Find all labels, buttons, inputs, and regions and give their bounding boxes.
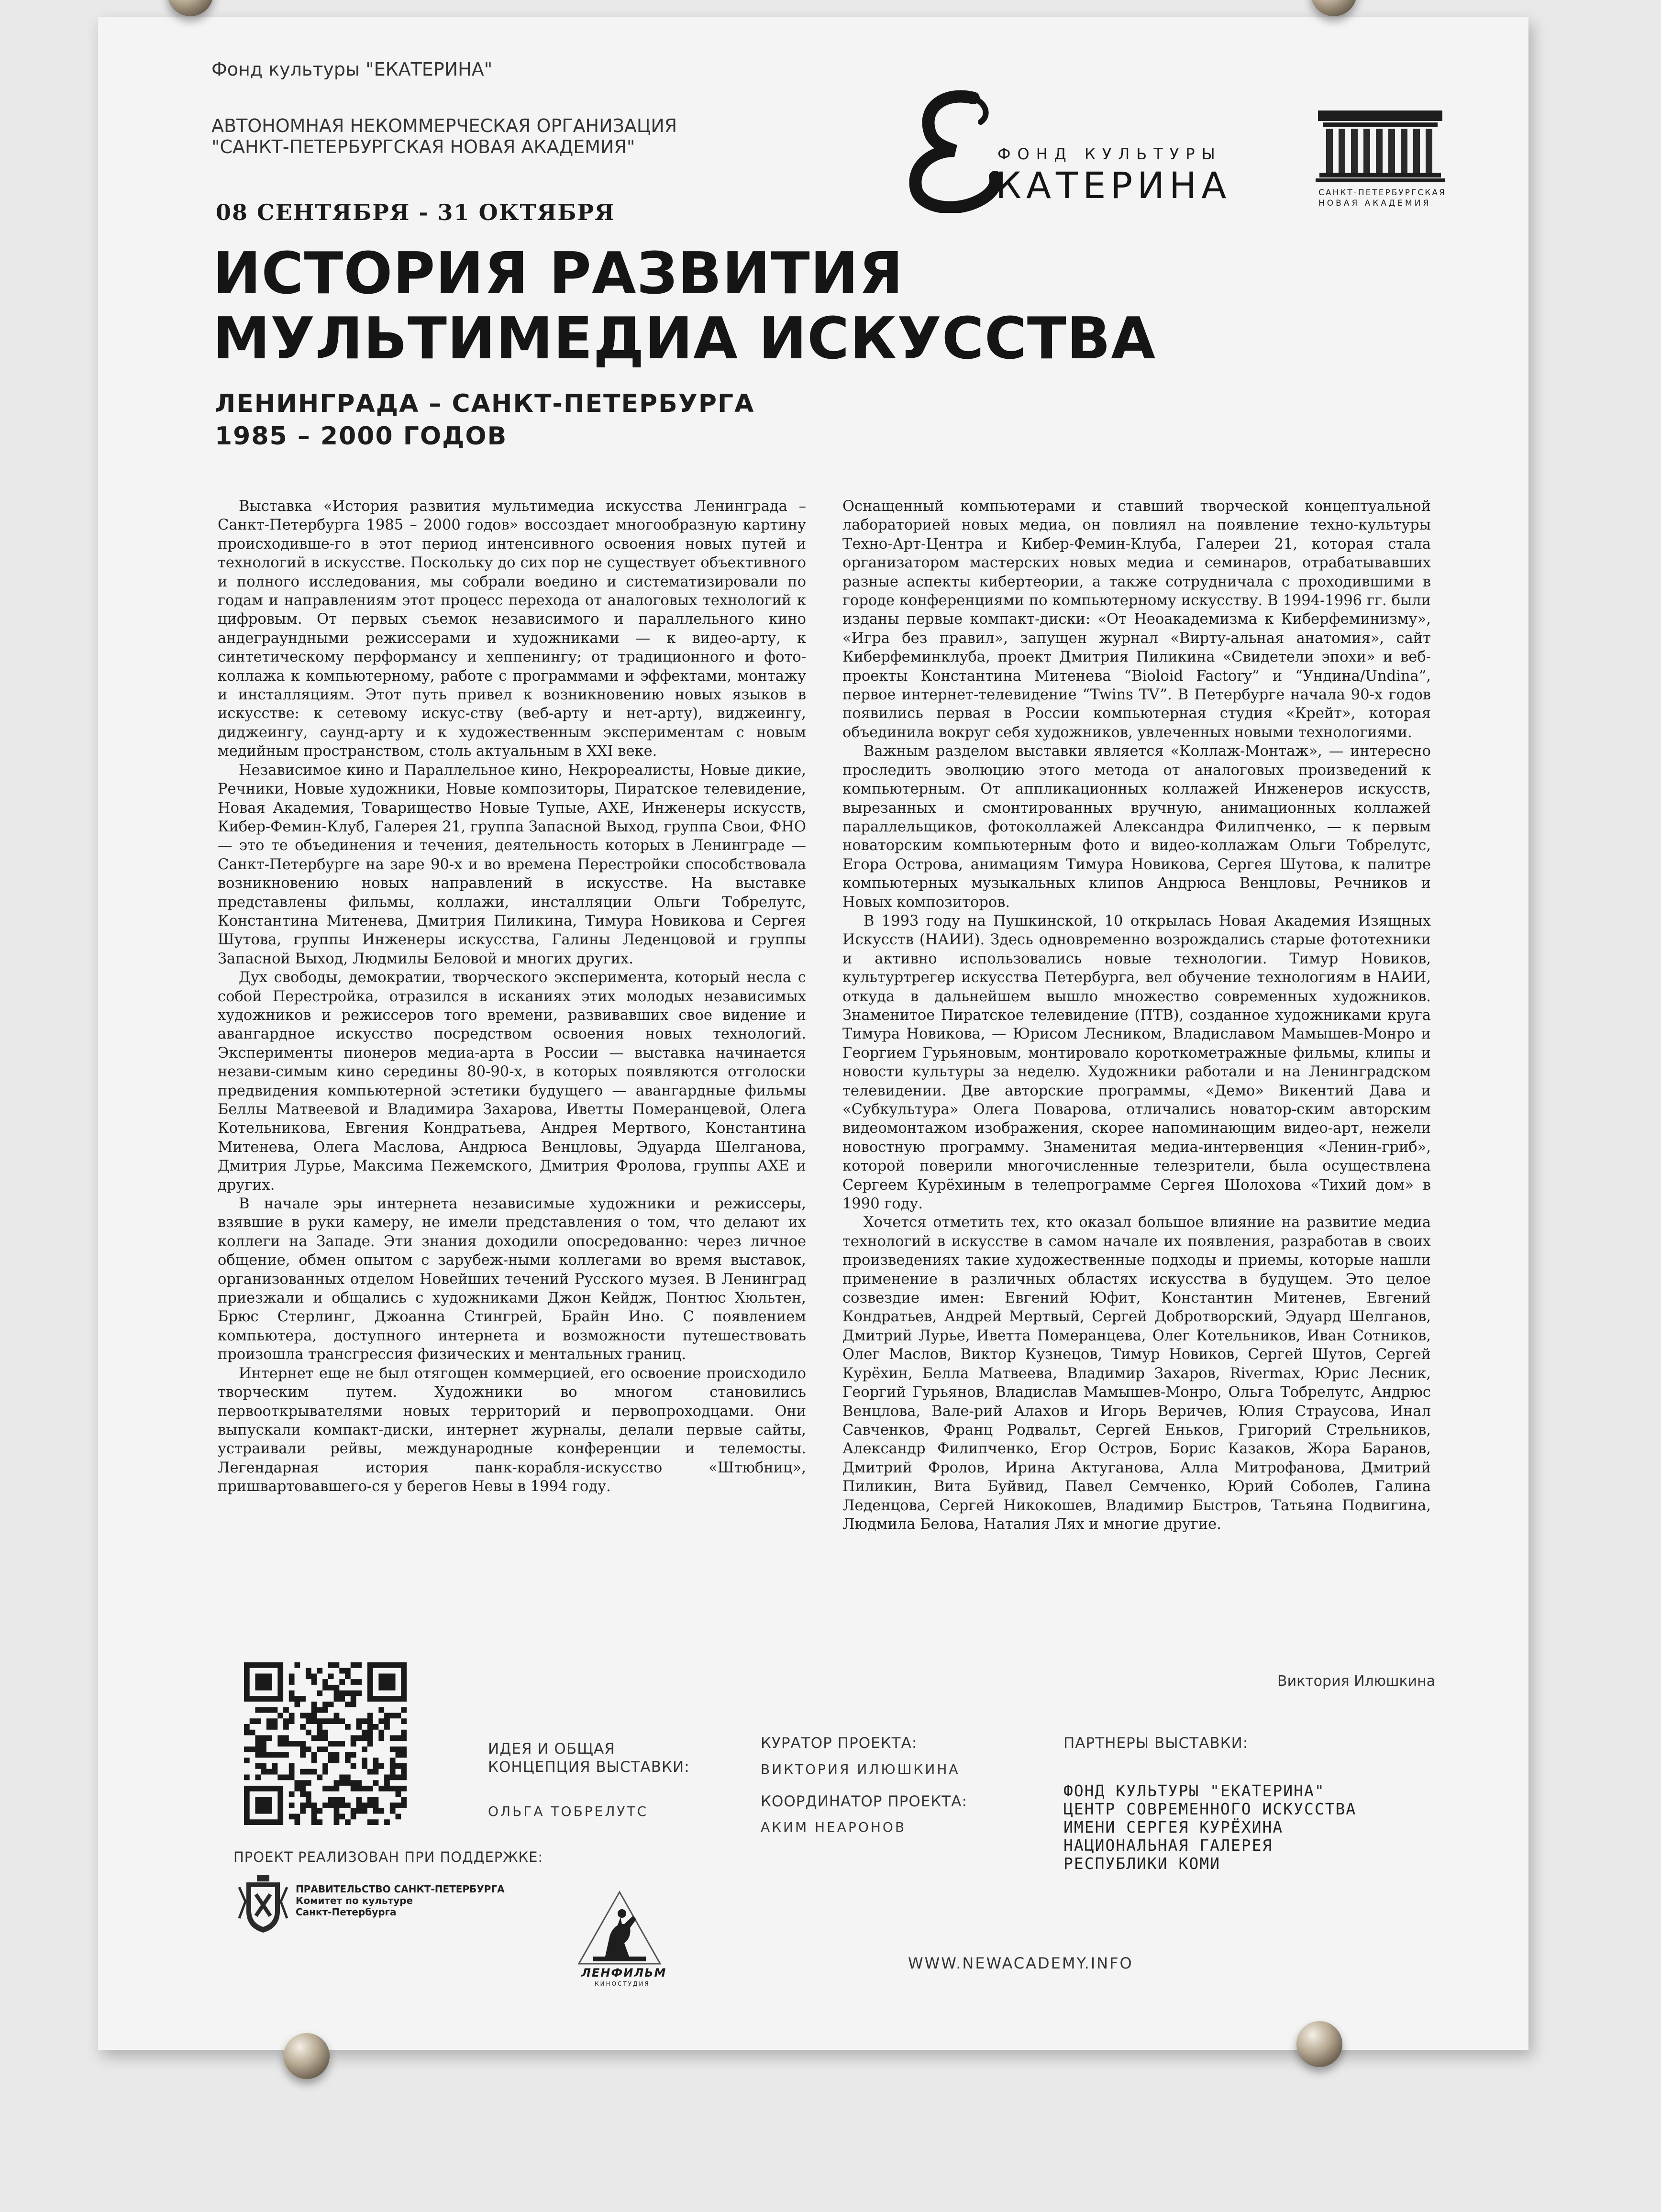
partners-list [1063, 1782, 1356, 1873]
partner-item: РЕСПУБЛИКИ КОМИ [1063, 1854, 1221, 1873]
title-line-2: МУЛЬТИМЕДИА ИСКУССТВА [213, 306, 1156, 372]
top-right-pin [1311, 0, 1357, 16]
top-left-pin [167, 0, 213, 16]
body-column-left [218, 497, 806, 1496]
body-paragraph: Интернет еще не был отягощен коммерцией, его освоение происходило творческим путем. Художники во многом становились первооткрывателями новых территорий и первопроходцами. Они выпускали компакт-диски, интернет журналы, делали первые сайты, устраивали рейвы, международные конференции и телемосты. Легендарная история панк-корабля-искусство «Штюбниц», пришвартовавшего-ся у берегов Невы в 1994 году. [218, 1365, 806, 1495]
org-line-1: АВТОНОМНАЯ НЕКОММЕРЧЕСКАЯ ОРГАНИЗАЦИЯ [211, 115, 677, 136]
body-paragraph: Выставка «История развития мультимедиа искусства Ленинграда – Санкт-Петербурга 1985 – 2000 годов» воссоздает многообразную картину происходивше-го в этот период интенсивного освоения новых путей и технологий в искусстве. Поскольку до сих пор не существует объективного и полного исследования, мы собрали воедино и систематизировали по годам и направлениям этот процесс перехода от аналоговых технологий к цифровым. От первых съемок независимого и параллельного кино андеграундными режиссерами и художниками — к видео-арту, к синтетическому перформансу и хеппенингу; от традиционного и фото-коллажа к компьютерному, работе с программами и эффектами, монтажу и инсталляциям. Этот путь привел к возникновению новых языков в искусстве: к сетевому искус-ству (веб-арту и нет-арту), виджеингу, диджеингу, саунд-арту и к художественным экспериментам с новым медийным пространством, столь актуальным в XXI веке. [218, 498, 806, 760]
website-link[interactable]: WWW.NEWACADEMY.INFO [908, 1954, 1133, 1972]
bottom-right-pin [1296, 2021, 1342, 2067]
partner-item: ФОНД КУЛЬТУРЫ "ЕКАТЕРИНА" [1063, 1781, 1325, 1800]
logo-fund-big: КАТЕРИНА [996, 164, 1231, 207]
coordinator-label: КООРДИНАТОР ПРОЕКТА: [761, 1793, 967, 1810]
body-paragraph: Хочется отметить тех, кто оказал большое влияние на развитие медиа технологий в искусстве в самом начале их появления, разработав в своих произведениях такие художественные подходы и приемы, которые нашли применение в различных областях искусства в будущем. Это целое созвездие имен: Евгений Юфит, Константин Митенев, Евгений Кондратьев, Андрей Мертвый, Сергей Добротворский, Эдуард Шелганов, Дмитрий Лурье, Иветта Померанцева, Олег Котельников, Иван Сотников, Олег Маслов, Виктор Кузнецов, Тимур Новиков, Сергей Шутов, Сергей Курёхин, Белла Матвеева, Владимир Захаров, Rivermax, Юрис Лесник, Георгий Гурьянов, Владислав Мамышев-Монро, Ольга Тобрелутс, Андрюс Венцлова, Вале-рий Алахов и Игорь Веричев, Юлия Страусова, Инал Савченков, Франц Родвальт, Сергей Еньков, Григорий Стрельников, Александр Филипченко, Егор Остров, Борис Казаков, Жора Баранов, Дмитрий Фролов, Ирина Актуганова, Алла Митрофанова, Дмитрий Пиликин, Вита Буйвид, Павел Семченко, Юрий Соболев, Галина Леденцова, Сергей Никокошев, Владимир Быстров, Татьяна Подвигина, Людмила Белова, Наталия Лях и многие другие. [842, 1214, 1431, 1533]
org-line-2: "САНКТ-ПЕТЕРБУРГСКАЯ НОВАЯ АКАДЕМИЯ" [211, 136, 635, 157]
exhibition-title [213, 242, 1156, 372]
coordinator-name: АКИМ НЕАРОНОВ [761, 1819, 907, 1835]
body-paragraph: В 1993 году на Пушкинской, 10 открылась Новая Академия Изящных Искусств (НАИИ). Здесь одновременно возрождались старые фототехники и активно использовались новые технологии. Тимур Новиков, культуртрегер искусства Петербурга, вел обучение технологиям в НАИИ, откуда в дальнейшем вышло множество современных художников. Знаменитое Пиратское телевидение (ПТВ), созданное художниками круга Тимура Новикова, — Юрисом Лесником, Владиславом Мамышев-Монро и Георгием Гурьяновым, монтировало короткометражные фильмы, клипы и новости культуры за неделю. Художники работали и на Ленинградском телевидении. Две авторские программы, «Демо» Викентий Дава и «Субкультура» Олега Поварова, отличались новатор-ским авторским видеомонтажом изображения, скорее напоминающим видео-арт, нежели новостную программу. Знаменитая медиа-интервенция «Ленин-гриб», которой поверили многочисленные телезрители, была осуществлена Сергеем Курёхиным в телепрограмме Сергея Шолохова «Тихий дом» в 1990 году. [842, 912, 1431, 1213]
curator-name: ВИКТОРИЯ ИЛЮШКИНА [761, 1761, 960, 1777]
bottom-left-pin [284, 2033, 330, 2079]
subtitle-line-2: 1985 – 2000 ГОДОВ [215, 422, 508, 451]
support-label: ПРОЕКТ РЕАЛИЗОВАН ПРИ ПОДДЕРЖКЕ: [233, 1849, 543, 1865]
gov-support-text: ПРАВИТЕЛЬСТВО САНКТ-ПЕТЕРБУРГА Комитет по культуре Санкт-Петербурга [296, 1883, 505, 1918]
exhibition-poster [98, 17, 1528, 2050]
academy-logo [1316, 111, 1454, 221]
exhibition-subtitle [215, 387, 754, 453]
lenfilm-name: ЛЕНФИЛЬМ [581, 1966, 667, 1980]
subtitle-line-1: ЛЕНИНГРАДА – САНКТ-ПЕТЕРБУРГА [215, 389, 755, 418]
horseman-icon [576, 1890, 663, 1966]
curator-label: КУРАТОР ПРОЕКТА: [761, 1735, 918, 1752]
body-paragraph: Независимое кино и Параллельное кино, Некрореалисты, Новые дикие, Речники, Новые художники, Новые композиторы, Пиратское телевидение, Новая Академия, Товарищество Новые Тупые, АХЕ, Инженеры искусств, Кибер-Фемин-Клуб, Галерея 21, группа Запасной Выход, группа Свои, ФНО — это те объединения и течения, деятельность которых в Ленинграде — Санкт-Петербурге на заре 90-х и во времена Перестройки способствовала возникновению новых направлений в искусстве. На выставке представлены фильмы, коллажи, инсталляции Ольги Тобрелутс, Константина Митенева, Дмитрия Пиликина, Тимура Новикова и Сергея Шутова, группы Инженеры искусства, Галины Леденцовой и группы Запасной Выход, Людмилы Беловой и многих других. [218, 762, 806, 967]
body-paragraph: В начале эры интернета независимые художники и режиссеры, взявшие в руки камеру, не имели представления о том, что делают их коллеги на Западе. Эти знания доходили опосредованно: через личное общение, обмен опытом с зарубеж-ными коллегами во время выставок, организованных отделом Новейших течений Русского музея. В Ленинград приезжали и общались с художниками Джон Кейдж, Понтюс Хюльтен, Брюс Стерлинг, Джоанна Стингрей, Брайн Ино. С появлением компьютера, доступного интернета и возможности путешествовать произошла трансгрессия физических и ментальных границ. [218, 1195, 806, 1363]
body-column-right [842, 497, 1431, 1534]
exhibition-dates: 08 СЕНТЯБРЯ - 31 ОКТЯБРЯ [216, 199, 615, 225]
body-paragraph: Дух свободы, демократии, творческого эксперимента, который несла с собой Перестройка, отразился в исканиях этих молодых независимых художников и режиссеров того времени, развивавших свое видение и авангардное искусство посредством освоения новых технологий. Эксперименты пионеров медиа-арта в России — выставка начинается незави-симым кино середины 80-90-х, в которых появляются отголоски предвидения компьютерной эстетики будущего — авангардные фильмы Беллы Матвеевой и Владимира Захарова, Иветты Померанцевой, Олега Котельникова, Евгения Кондратьева, Андрея Мертвого, Константина Митенева, Олега Маслова, Андрюса Венцловы, Эдуарда Шелганова, Дмитрия Лурье, Максима Пежемского, Дмитрия Фролова, группы АХЕ и других. [218, 969, 806, 1194]
logo-fund-small: ФОНД КУЛЬТУРЫ [997, 145, 1222, 163]
qr-code[interactable] [244, 1662, 407, 1825]
temple-icon [1316, 111, 1445, 182]
partner-item: ЦЕНТР СОВРЕМЕННОГО ИСКУССТВА [1063, 1800, 1357, 1818]
fund-line: Фонд культуры "ЕКАТЕРИНА" [211, 59, 493, 80]
body-paragraph: Важным разделом выставки является «Коллаж-Монтаж», — интересно проследить эволюцию этого метода от аналоговых произведений к компьютерным. От аппликационных коллажей Инженеров искусств, вырезанных и смонтированных вручную, анимационных коллажей параллельщиков, фотоколлажей Александра Филипченко, — к первым новаторским компьютерным фото и видео-коллажам Ольги Тобрелутс, Егора Острова, анимациям Тимура Новикова, Сергея Шутова, к палитре компьютерных музыкальных клипов Андрюса Венцловы, Речников и Новых композиторов. [842, 743, 1431, 911]
body-paragraph: Оснащенный компьютерами и ставший творческой концептуальной лабораторией новых медиа, он повлиял на появление техно-культуры Техно-Арт-Центра и Кибер-Фемин-Клуба, Галереи 21, которая стала организатором мастерских новых медиа и семинаров, отрабатывавших разные аспекты кибертеории, а также сотрудничала с проходившими в городе конференциями по компьютерному искусству. В 1994-1996 гг. были изданы первые компакт-диски: «От Неоакадемизма к Киберфеминизму», «Игра без правил», запущен журнал «Вирту-альная анатомия», сайт Киберфеминклуба, проект Дмитрия Пиликина «Свидетели эпохи» и веб-проекты Константина Митенева “Bioloid Factory” и “Ундина/Undina”, первое интернет-телевидение “Twins TV”. В Петербурге начала 90-х годов появились первая в России компьютерная студия «Крейт», которая объединила вокруг себя художников, увлеченных новыми технологиями. [842, 498, 1431, 741]
ekaterina-logo [902, 88, 1361, 222]
partner-item: ИМЕНИ СЕРГЕЯ КУРЁХИНА [1063, 1818, 1284, 1836]
partners-label: ПАРТНЕРЫ ВЫСТАВКИ: [1063, 1735, 1249, 1752]
coat-of-arms-icon [237, 1873, 289, 1935]
partner-item: НАЦИОНАЛЬНАЯ ГАЛЕРЕЯ [1063, 1836, 1273, 1855]
idea-name: ОЛЬГА ТОБРЕЛУТС [488, 1803, 649, 1819]
title-line-1: ИСТОРИЯ РАЗВИТИЯ [213, 241, 904, 307]
lenfilm-logo [576, 1890, 672, 1995]
author-signature: Виктория Илюшкина [1277, 1673, 1436, 1690]
academy-line-1: САНКТ-ПЕТЕРБУРГСКАЯ [1318, 188, 1446, 198]
academy-line-2: НОВАЯ АКАДЕМИЯ [1318, 199, 1431, 208]
idea-label: ИДЕЯ И ОБЩАЯ КОНЦЕПЦИЯ ВЫСТАВКИ: [488, 1740, 690, 1776]
qr-code-icon [244, 1662, 407, 1825]
lenfilm-subtitle: КИНОСТУДИЯ [595, 1980, 650, 1987]
